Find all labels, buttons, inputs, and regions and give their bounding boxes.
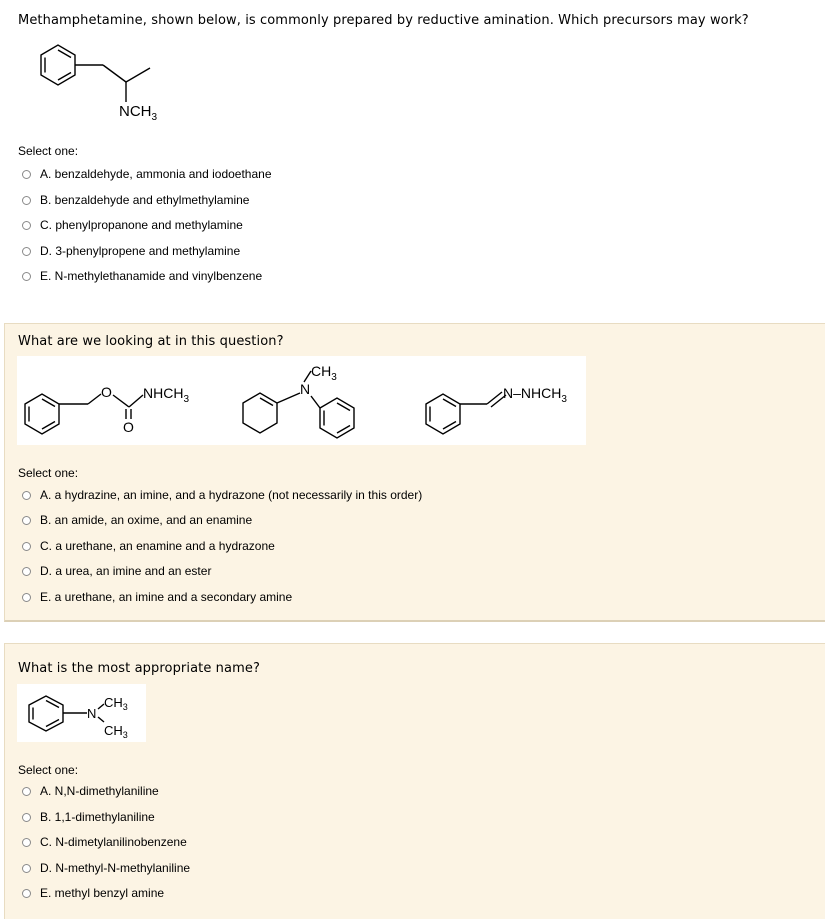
question-2-panel xyxy=(4,323,825,622)
question-2-select-label: Select one: xyxy=(18,466,79,480)
n-nhch3-label: $N-NHCH_3$ xyxy=(503,385,567,405)
radio-button[interactable] xyxy=(22,813,31,822)
question-1-option-e[interactable]: E. N-methylethanamide and vinylbenzene xyxy=(22,267,262,285)
ch3-top-label: $CH_3$ xyxy=(104,695,128,712)
question-1-text: Methamphetamine, shown below, is commonly prepared by reductive amination. Which precursors may work? xyxy=(18,13,749,28)
radio-button[interactable] xyxy=(22,170,31,179)
question-3-option-e[interactable]: E. methyl benzyl amine xyxy=(22,884,164,902)
oxygen-label-2: O xyxy=(123,419,134,435)
benzene-ring-3 xyxy=(426,394,460,434)
question-3-option-b[interactable]: B. 1,1-dimethylaniline xyxy=(22,808,155,826)
question-1-structure xyxy=(17,35,179,123)
question-3-option-d[interactable]: D. N-methyl-N-methylaniline xyxy=(22,859,190,877)
question-1-option-c[interactable]: C. phenylpropanone and methylamine xyxy=(22,216,243,234)
nitrogen-label: N xyxy=(300,381,311,397)
question-2-option-b[interactable]: B. an amide, an oxime, and an enamine xyxy=(22,511,252,529)
radio-button[interactable] xyxy=(22,542,31,551)
ch3-label: $CH_3$ xyxy=(311,363,337,383)
radio-button[interactable] xyxy=(22,787,31,796)
question-3-structure xyxy=(17,684,146,742)
radio-button[interactable] xyxy=(22,272,31,281)
radio-button[interactable] xyxy=(22,838,31,847)
benzene-ring xyxy=(41,45,75,85)
n-label: N xyxy=(87,706,97,721)
methamphetamine-structure xyxy=(17,35,179,123)
oxygen-label-1: O xyxy=(101,384,112,400)
question-1-select-label: Select one: xyxy=(18,144,79,158)
question-2-option-e[interactable]: E. a urethane, an imine and a secondary amine xyxy=(22,588,292,606)
question-2-option-c[interactable]: C. a urethane, an enamine and a hydrazone xyxy=(22,537,275,555)
benzene-ring-2 xyxy=(320,398,354,438)
radio-button[interactable] xyxy=(22,247,31,256)
question-1-option-a[interactable]: A. benzaldehyde, ammonia and iodoethane xyxy=(22,165,272,183)
radio-button[interactable] xyxy=(22,864,31,873)
ch3-bottom-label: $CH_3$ xyxy=(104,723,128,740)
radio-button[interactable] xyxy=(22,516,31,525)
question-2-option-a[interactable]: A. a hydrazine, an imine, and a hydrazone (not necessarily in this order) xyxy=(22,486,422,504)
question-3-option-a[interactable]: A. N,N-dimethylaniline xyxy=(22,782,159,800)
radio-button[interactable] xyxy=(22,889,31,898)
question-1-option-b[interactable]: B. benzaldehyde and ethylmethylamine xyxy=(22,191,249,209)
radio-button[interactable] xyxy=(22,221,31,230)
question-3-select-label: Select one: xyxy=(18,763,79,777)
radio-button[interactable] xyxy=(22,196,31,205)
question-1-option-d[interactable]: D. 3-phenylpropene and methylamine xyxy=(22,242,240,260)
nhch3-label: $NHCH_3$ xyxy=(143,385,190,405)
question-3-panel xyxy=(4,643,825,919)
question-3-text: What is the most appropriate name? xyxy=(18,661,260,676)
radio-button[interactable] xyxy=(22,567,31,576)
cyclohexene-ring xyxy=(243,393,277,433)
radio-button[interactable] xyxy=(22,491,31,500)
nch3-label: $NCH_3$ xyxy=(119,103,158,123)
dimethylaniline-structure xyxy=(17,684,146,742)
question-2-structures xyxy=(17,356,586,445)
three-structures xyxy=(17,356,586,445)
radio-button[interactable] xyxy=(22,593,31,602)
question-2-option-d[interactable]: D. a urea, an imine and an ester xyxy=(22,562,211,580)
benzene-ring-1 xyxy=(25,394,59,434)
question-3-option-c[interactable]: C. N-dimetylanilinobenzene xyxy=(22,833,187,851)
question-2-text: What are we looking at in this question? xyxy=(18,334,284,349)
